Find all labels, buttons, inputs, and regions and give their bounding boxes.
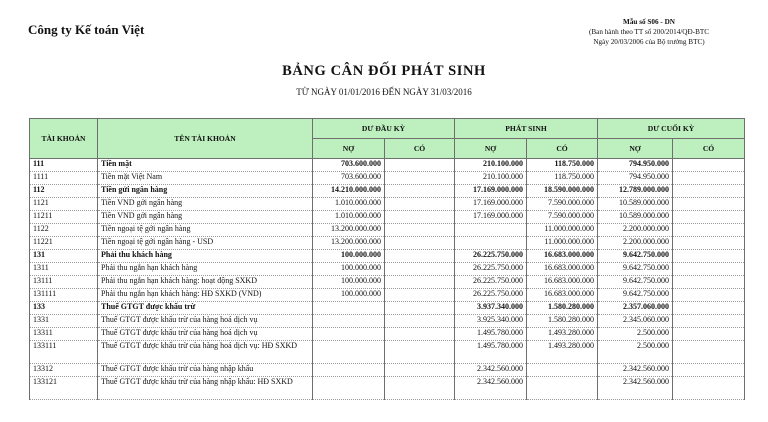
- movement-debit: 3.937.340.000: [455, 302, 527, 315]
- account-code: 11221: [30, 237, 98, 250]
- movement-credit: 16.683.000.000: [527, 289, 598, 302]
- closing-debit: 9.642.750.000: [598, 250, 673, 263]
- account-name: Thuế GTGT được khấu trừ của hàng hoá dịch vụ: HĐ SXKD: [98, 341, 313, 364]
- closing-credit: [673, 211, 745, 224]
- opening-credit: [385, 315, 455, 328]
- opening-credit: [385, 185, 455, 198]
- movement-debit: 17.169.000.000: [455, 211, 527, 224]
- opening-debit: [313, 302, 385, 315]
- account-name: Tiền ngoại tệ gởi ngân hàng - USD: [98, 237, 313, 250]
- movement-credit: 16.683.000.000: [527, 276, 598, 289]
- closing-credit: [673, 377, 745, 400]
- movement-debit: 210.100.000: [455, 159, 527, 172]
- movement-debit: 210.100.000: [455, 172, 527, 185]
- opening-credit: [385, 237, 455, 250]
- account-code: 131111: [30, 289, 98, 302]
- closing-debit: 2.200.000.000: [598, 224, 673, 237]
- header-account-name: TÊN TÀI KHOẢN: [98, 119, 313, 159]
- movement-debit: 1.495.780.000: [455, 328, 527, 341]
- movement-credit: 16.683.000.000: [527, 250, 598, 263]
- opening-debit: 13.200.000.000: [313, 237, 385, 250]
- movement-credit: 1.580.280.000: [527, 315, 598, 328]
- closing-credit: [673, 263, 745, 276]
- header-closing-balance: DƯ CUỐI KỲ: [598, 119, 745, 139]
- movement-credit: 1.580.280.000: [527, 302, 598, 315]
- closing-credit: [673, 198, 745, 211]
- account-code: 13311: [30, 328, 98, 341]
- header-opening-debit: NỢ: [313, 139, 385, 159]
- movement-debit: 26.225.750.000: [455, 250, 527, 263]
- opening-credit: [385, 198, 455, 211]
- movement-debit: [455, 224, 527, 237]
- opening-credit: [385, 250, 455, 263]
- closing-debit: 794.950.000: [598, 172, 673, 185]
- closing-credit: [673, 302, 745, 315]
- account-name: Tiền VND gởi ngân hàng: [98, 211, 313, 224]
- opening-debit: 100.000.000: [313, 289, 385, 302]
- table-row: [30, 276, 745, 289]
- table-row: [30, 341, 745, 364]
- table-row: [30, 302, 745, 315]
- table-header: [30, 119, 745, 159]
- closing-debit: 10.589.000.000: [598, 211, 673, 224]
- account-code: 1111: [30, 172, 98, 185]
- movement-debit: 3.925.340.000: [455, 315, 527, 328]
- account-name: Thuế GTGT được khấu trừ của hàng hoá dịch vụ: [98, 315, 313, 328]
- table-row: [30, 172, 745, 185]
- opening-debit: 703.600.000: [313, 159, 385, 172]
- closing-credit: [673, 185, 745, 198]
- closing-debit: 2.200.000.000: [598, 237, 673, 250]
- table-row: [30, 211, 745, 224]
- header-movement-credit: CÓ: [527, 139, 598, 159]
- movement-credit: 7.590.000.000: [527, 211, 598, 224]
- movement-credit: 118.750.000: [527, 159, 598, 172]
- account-name: Phải thu ngắn hạn khách hàng: hoạt động SXKD: [98, 276, 313, 289]
- form-date-line: Ngày 20/03/2006 của Bộ trưởng BTC): [593, 38, 705, 46]
- account-code: 112: [30, 185, 98, 198]
- trial-balance-table: [29, 118, 745, 400]
- closing-debit: 2.342.560.000: [598, 377, 673, 400]
- header-opening-credit: CÓ: [385, 139, 455, 159]
- header-closing-debit: NỢ: [598, 139, 673, 159]
- report-period: TỪ NGÀY 01/01/2016 ĐẾN NGÀY 31/03/2016: [296, 87, 472, 97]
- opening-credit: [385, 224, 455, 237]
- opening-debit: 1.010.000.000: [313, 198, 385, 211]
- account-name: Phải thu khách hàng: [98, 250, 313, 263]
- movement-debit: 2.342.560.000: [455, 377, 527, 400]
- opening-debit: 703.600.000: [313, 172, 385, 185]
- account-code: 133: [30, 302, 98, 315]
- closing-credit: [673, 315, 745, 328]
- form-info: [564, 17, 734, 47]
- movement-credit: [527, 377, 598, 400]
- account-name: Thuế GTGT được khấu trừ của hàng hoá dịch vụ: [98, 328, 313, 341]
- closing-debit: 2.500.000: [598, 328, 673, 341]
- closing-credit: [673, 364, 745, 377]
- header-closing-credit: CÓ: [673, 139, 745, 159]
- table-body: [30, 159, 745, 400]
- movement-credit: 1.493.280.000: [527, 328, 598, 341]
- account-name: Thuế GTGT được khấu trừ: [98, 302, 313, 315]
- opening-debit: [313, 364, 385, 377]
- header-opening-balance: DƯ ĐẦU KỲ: [313, 119, 455, 139]
- closing-debit: 2.345.060.000: [598, 315, 673, 328]
- closing-credit: [673, 224, 745, 237]
- account-code: 111: [30, 159, 98, 172]
- closing-debit: 10.589.000.000: [598, 198, 673, 211]
- opening-debit: [313, 328, 385, 341]
- table-row: [30, 364, 745, 377]
- account-name: Tiền VND gởi ngân hàng: [98, 198, 313, 211]
- closing-debit: 12.789.000.000: [598, 185, 673, 198]
- opening-debit: 100.000.000: [313, 250, 385, 263]
- account-name: Tiền mặt Việt Nam: [98, 172, 313, 185]
- closing-debit: 794.950.000: [598, 159, 673, 172]
- form-issued-line: (Ban hành theo TT số 200/2014/QĐ-BTC: [588, 28, 710, 36]
- closing-credit: [673, 250, 745, 263]
- opening-credit: [385, 263, 455, 276]
- movement-debit: [455, 237, 527, 250]
- opening-credit: [385, 364, 455, 377]
- report-title: BẢNG CÂN ĐỐI PHÁT SINH: [282, 63, 486, 79]
- table-row: [30, 289, 745, 302]
- table-row: [30, 328, 745, 341]
- movement-credit: 16.683.000.000: [527, 263, 598, 276]
- movement-credit: 1.493.280.000: [527, 341, 598, 364]
- opening-debit: 100.000.000: [313, 276, 385, 289]
- movement-debit: 2.342.560.000: [455, 364, 527, 377]
- closing-debit: 2.500.000: [598, 341, 673, 364]
- account-code: 131: [30, 250, 98, 263]
- account-name: Thuế GTGT được khấu trừ của hàng nhập khẩu: [98, 364, 313, 377]
- closing-debit: 2.342.560.000: [598, 364, 673, 377]
- header-movement-debit: NỢ: [455, 139, 527, 159]
- closing-credit: [673, 159, 745, 172]
- closing-credit: [673, 237, 745, 250]
- opening-credit: [385, 377, 455, 400]
- closing-credit: [673, 276, 745, 289]
- header-account: TÀI KHOẢN: [30, 119, 98, 159]
- table-row: [30, 185, 745, 198]
- account-code: 11211: [30, 211, 98, 224]
- opening-debit: 1.010.000.000: [313, 211, 385, 224]
- opening-debit: 14.210.000.000: [313, 185, 385, 198]
- movement-debit: 1.495.780.000: [455, 341, 527, 364]
- account-code: 1311: [30, 263, 98, 276]
- account-name: Tiền gửi ngân hàng: [98, 185, 313, 198]
- opening-debit: [313, 377, 385, 400]
- movement-debit: 26.225.750.000: [455, 289, 527, 302]
- movement-credit: 18.590.000.000: [527, 185, 598, 198]
- account-code: 1331: [30, 315, 98, 328]
- closing-debit: 9.642.750.000: [598, 263, 673, 276]
- account-code: 1121: [30, 198, 98, 211]
- table-row: [30, 377, 745, 400]
- account-code: 13312: [30, 364, 98, 377]
- table-row: [30, 263, 745, 276]
- table-row: [30, 237, 745, 250]
- opening-debit: 13.200.000.000: [313, 224, 385, 237]
- movement-credit: 11.000.000.000: [527, 224, 598, 237]
- opening-credit: [385, 172, 455, 185]
- table-row: [30, 315, 745, 328]
- opening-debit: 100.000.000: [313, 263, 385, 276]
- movement-credit: 118.750.000: [527, 172, 598, 185]
- table-row: [30, 250, 745, 263]
- opening-credit: [385, 159, 455, 172]
- account-code: 133121: [30, 377, 98, 400]
- movement-debit: 26.225.750.000: [455, 263, 527, 276]
- movement-debit: 17.169.000.000: [455, 198, 527, 211]
- opening-credit: [385, 328, 455, 341]
- closing-credit: [673, 341, 745, 364]
- account-code: 13111: [30, 276, 98, 289]
- closing-credit: [673, 328, 745, 341]
- movement-credit: 11.000.000.000: [527, 237, 598, 250]
- movement-credit: 7.590.000.000: [527, 198, 598, 211]
- opening-credit: [385, 302, 455, 315]
- closing-credit: [673, 172, 745, 185]
- opening-credit: [385, 211, 455, 224]
- movement-debit: 17.169.000.000: [455, 185, 527, 198]
- opening-credit: [385, 289, 455, 302]
- movement-credit: [527, 364, 598, 377]
- closing-debit: 2.357.060.000: [598, 302, 673, 315]
- account-name: Phải thu ngắn hạn khách hàng: [98, 263, 313, 276]
- account-name: Tiền mặt: [98, 159, 313, 172]
- account-code: 133111: [30, 341, 98, 364]
- account-name: Thuế GTGT được khấu trừ của hàng nhập khẩu: HĐ SXKD: [98, 377, 313, 400]
- opening-debit: [313, 341, 385, 364]
- company-name: Công ty Kế toán Việt: [28, 22, 145, 37]
- closing-credit: [673, 289, 745, 302]
- closing-debit: 9.642.750.000: [598, 276, 673, 289]
- closing-debit: 9.642.750.000: [598, 289, 673, 302]
- opening-credit: [385, 276, 455, 289]
- movement-debit: 26.225.750.000: [455, 276, 527, 289]
- table-row: [30, 224, 745, 237]
- opening-debit: [313, 315, 385, 328]
- account-name: Tiền ngoại tệ gởi ngân hàng: [98, 224, 313, 237]
- header-movement: PHÁT SINH: [455, 119, 598, 139]
- account-name: Phải thu ngắn hạn khách hàng: HĐ SXKD (VND): [98, 289, 313, 302]
- table-row: [30, 198, 745, 211]
- account-code: 1122: [30, 224, 98, 237]
- opening-credit: [385, 341, 455, 364]
- table-row: [30, 159, 745, 172]
- form-code: Mẫu số S06 - DN: [623, 18, 675, 26]
